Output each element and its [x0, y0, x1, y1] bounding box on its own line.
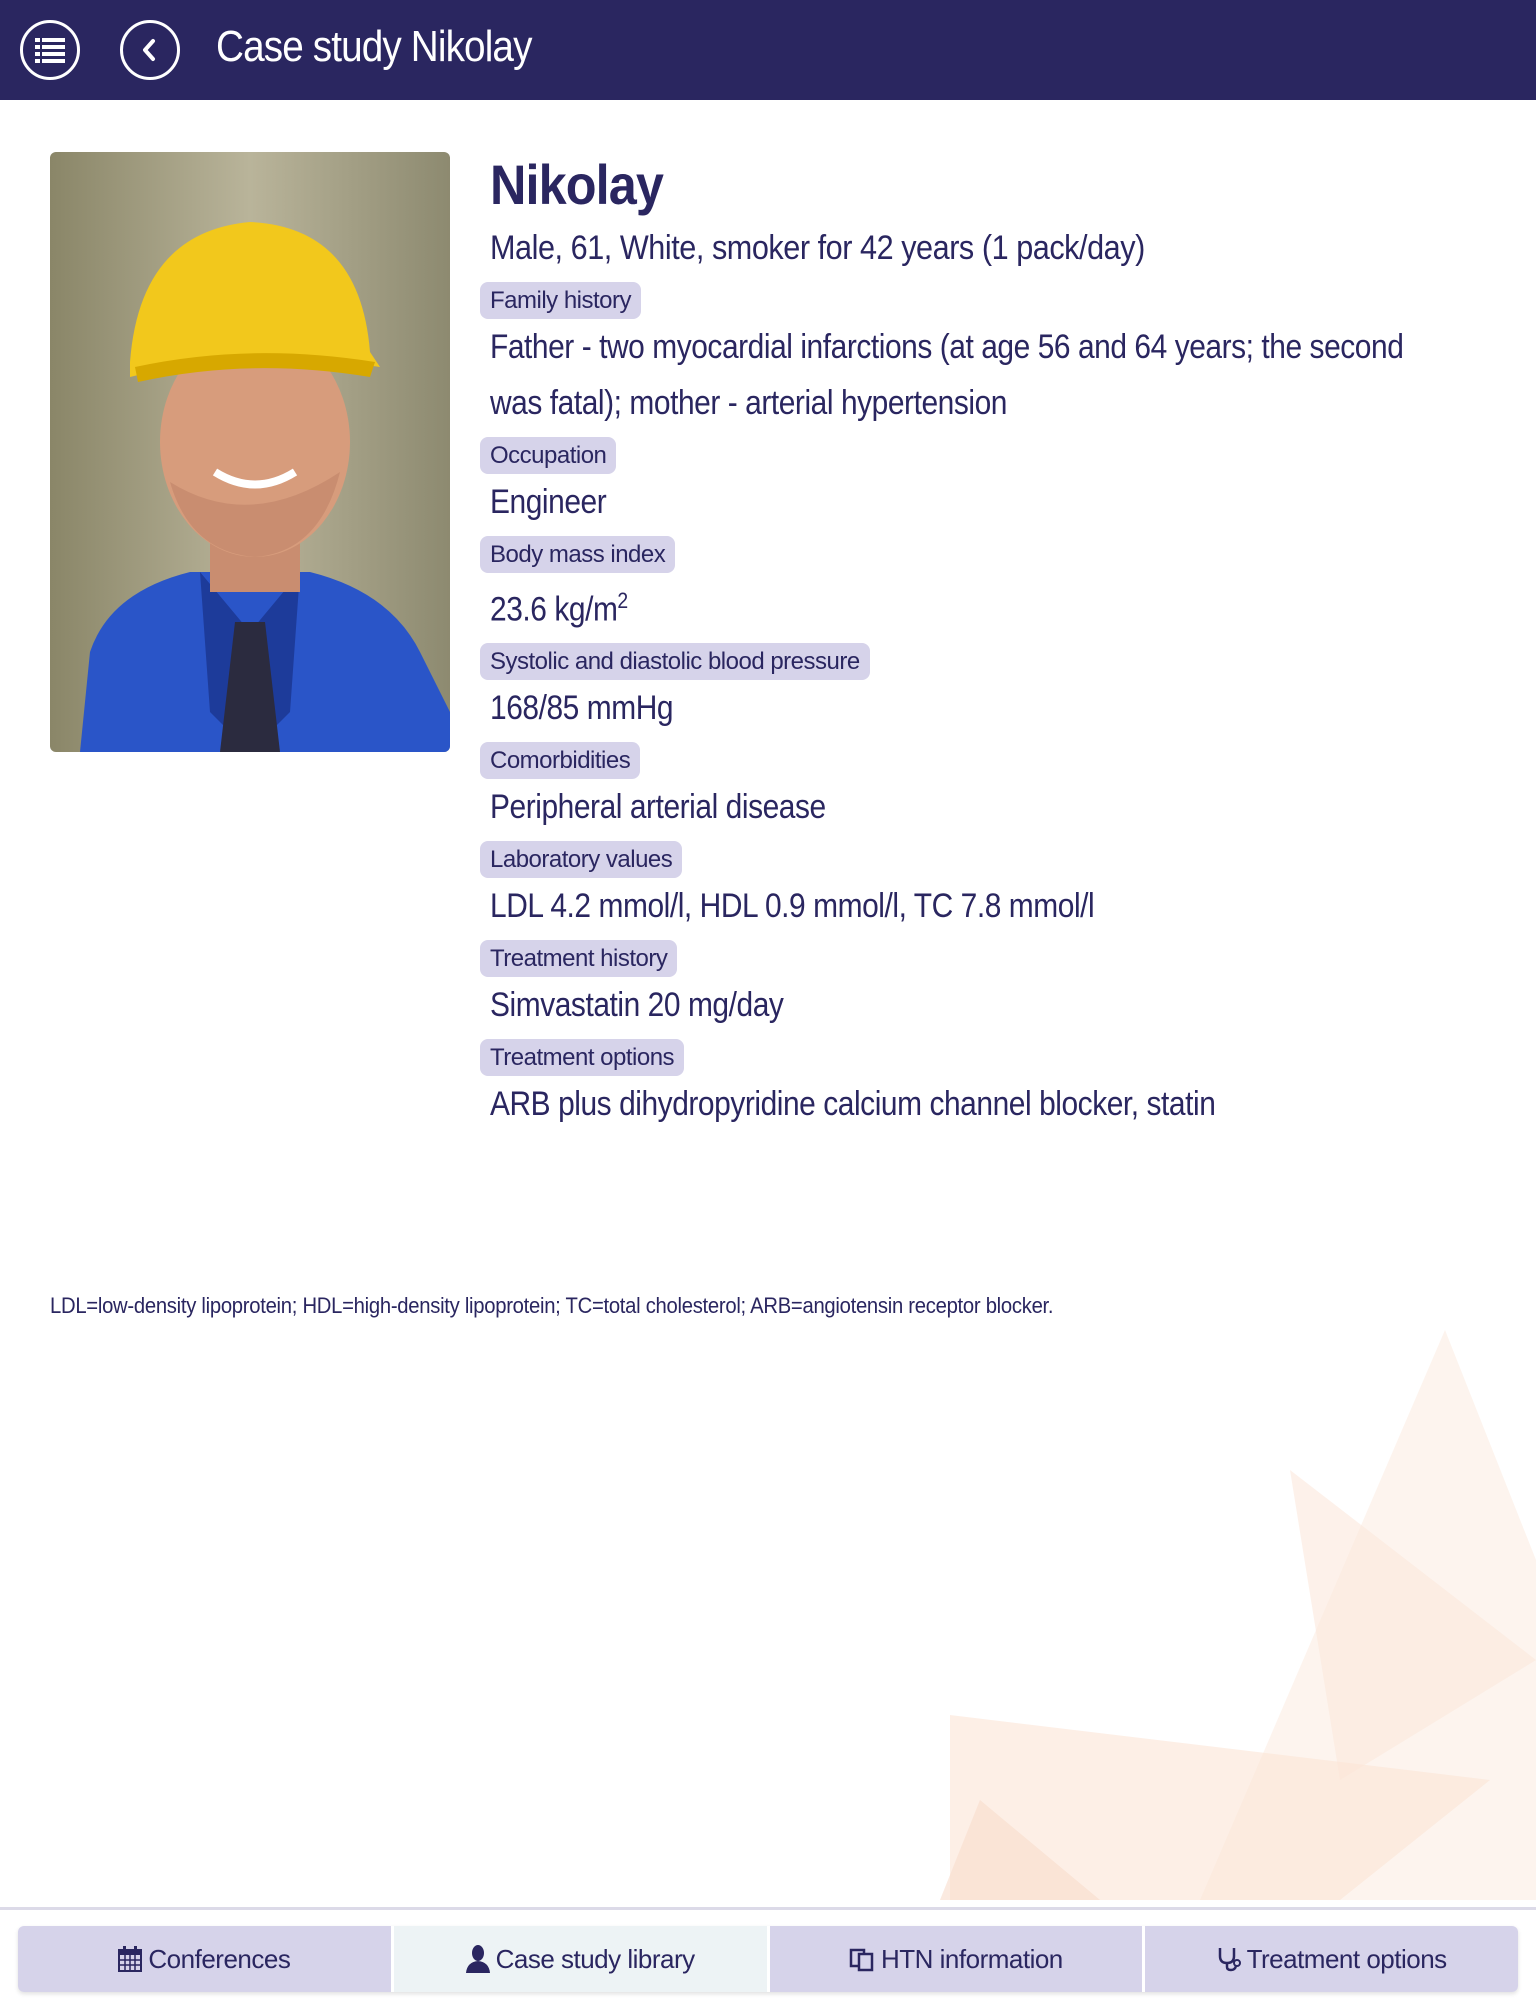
- field-value-wrap: [490, 573, 1440, 637]
- nav-label: Case study library: [495, 1943, 695, 1974]
- back-button[interactable]: [120, 20, 180, 80]
- field-value: Peripheral arterial disease: [490, 788, 826, 827]
- field-value-sup: 2: [617, 588, 628, 613]
- field-treatment-history: [480, 940, 1480, 1033]
- field-label: Treatment history: [480, 940, 677, 977]
- divider: [0, 1907, 1536, 1910]
- page-title: Case study Nikolay: [216, 22, 532, 71]
- field-value: Father - two myocardial infarctions (at age 56 and 64 years; the second was fatal); mother - arterial hypertension: [490, 328, 1404, 422]
- menu-button[interactable]: [20, 20, 80, 80]
- stethoscope-icon: [1217, 1946, 1241, 1972]
- field-laboratory-values: [480, 841, 1480, 934]
- user-icon: [466, 1945, 490, 1973]
- chevron-left-icon: [140, 38, 160, 62]
- field-comorbidities: [480, 742, 1480, 835]
- nav-case-study-library[interactable]: [394, 1926, 767, 1992]
- field-occupation: [480, 437, 1480, 530]
- field-blood-pressure: [480, 643, 1480, 736]
- field-value: 23.6 kg/m: [490, 590, 618, 629]
- documents-icon: [849, 1946, 875, 1972]
- field-label: Occupation: [480, 437, 616, 474]
- nav-label: HTN information: [880, 1943, 1063, 1974]
- field-value: LDL 4.2 mmol/l, HDL 0.9 mmol/l, TC 7.8 mmol/l: [490, 887, 1095, 926]
- field-label: Treatment options: [480, 1039, 684, 1076]
- field-bmi: [480, 536, 1480, 637]
- nav-label: Conferences: [148, 1943, 291, 1974]
- list-icon: [35, 37, 65, 63]
- nav-treatment-options[interactable]: [1145, 1926, 1518, 1992]
- field-value: Engineer: [490, 483, 607, 521]
- field-label: Systolic and diastolic blood pressure: [480, 643, 870, 680]
- bottom-nav: [18, 1926, 1518, 1992]
- nav-conferences[interactable]: [18, 1926, 391, 1992]
- field-label: Laboratory values: [480, 841, 682, 878]
- app-header: [0, 0, 1536, 100]
- field-label: Comorbidities: [480, 742, 640, 779]
- field-label: Family history: [480, 282, 641, 319]
- field-family-history: [480, 282, 1480, 431]
- field-treatment-options: [480, 1039, 1480, 1132]
- footnote: LDL=low-density lipoprotein; HDL=high-density lipoprotein; TC=total cholesterol; ARB=angiotensin receptor blocker.: [50, 1293, 1054, 1318]
- nav-htn-information[interactable]: [770, 1926, 1143, 1992]
- nav-label: Treatment options: [1246, 1943, 1447, 1974]
- patient-summary: Male, 61, White, smoker for 42 years (1 pack/day): [490, 229, 1145, 267]
- patient-details: [480, 150, 1480, 1132]
- patient-name: Nikolay: [490, 153, 663, 216]
- field-value: Simvastatin 20 mg/day: [490, 986, 784, 1025]
- field-value: 168/85 mmHg: [490, 689, 674, 728]
- field-label: Body mass index: [480, 536, 675, 573]
- patient-photo: [50, 152, 450, 752]
- field-value: ARB plus dihydropyridine calcium channel blocker, statin: [490, 1085, 1216, 1124]
- calendar-icon: [118, 1946, 142, 1972]
